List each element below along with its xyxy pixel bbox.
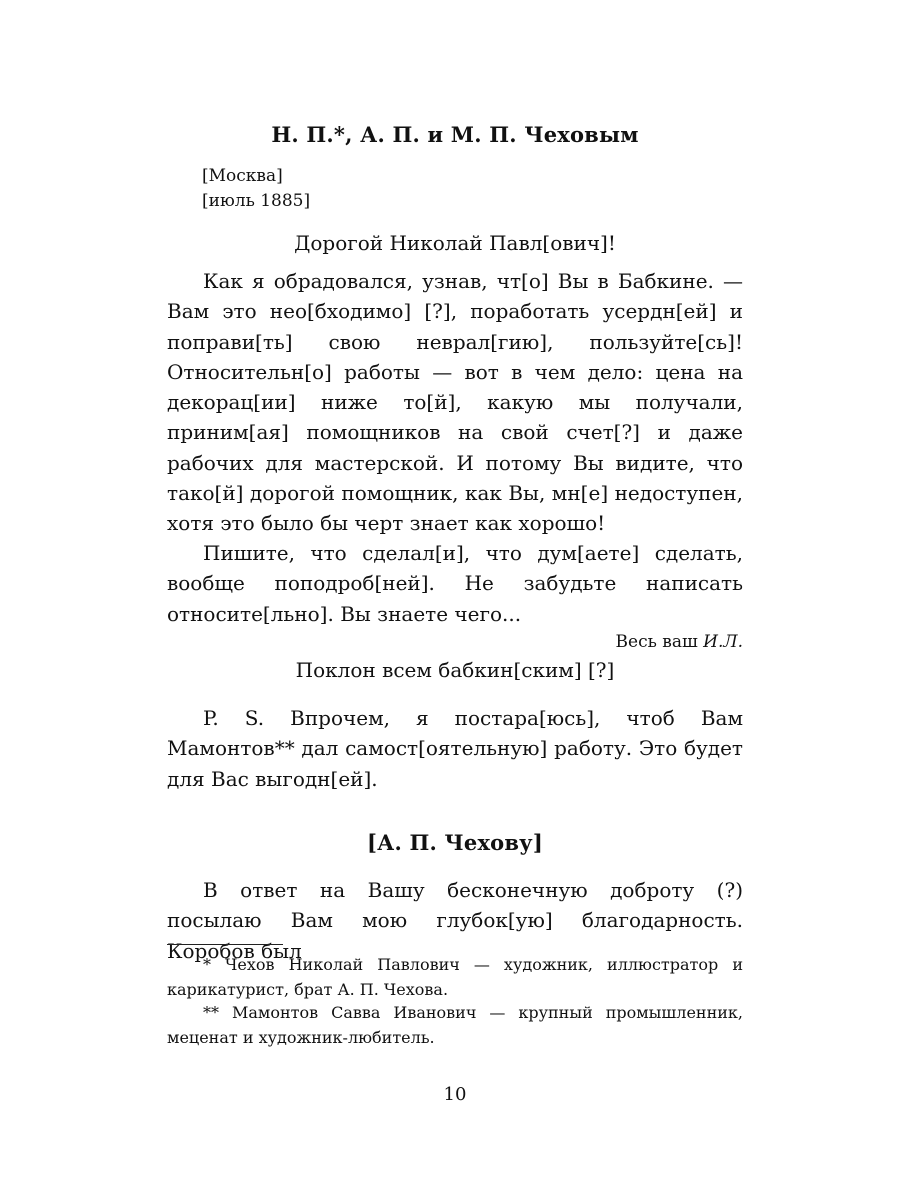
letter-paragraph: Как я обрадовался, узнав, чт[о] Вы в Бабкине. — Вам это нео[бходимо] [?], поработать усердн[ей] и поправи[ть] свою неврал[гию], пользуйте[сь]! Относительн[о] работы — вот в чем дело: цена на декорац[ии] ниже то[й], какую мы получали, приним[ая] помощников на свой счет[?] и даже рабочих для мастерской. И потому Вы видите, что тако[й] дорогой помощник, как Вы, мн[е] недоступен, хотя это было бы черт знает как хорошо! xyxy=(167,269,743,536)
letter-date: [июль 1885] xyxy=(202,191,311,211)
page-number: 10 xyxy=(443,1084,467,1105)
book-page xyxy=(167,0,743,1200)
signature-prefix: Весь ваш xyxy=(615,632,698,652)
letter-heading: Н. П.*, А. П. и М. П. Чеховым xyxy=(271,122,639,147)
letter-regards: Поклон всем бабкин[ским] [?] xyxy=(295,658,615,682)
letter-greeting: Дорогой Николай Павл[ович]! xyxy=(294,231,616,255)
signature-initials: И.Л. xyxy=(703,632,743,652)
letter-heading-2: [А. П. Чехову] xyxy=(367,830,543,855)
footnote-divider xyxy=(167,944,283,945)
letter-signature xyxy=(616,632,743,652)
footnote: * Чехов Николай Павлович — художник, иллюстратор и карикатурист, брат А. П. Чехова. xyxy=(167,955,743,999)
letter-paragraph: В ответ на Вашу бесконечную доброту (?) посылаю Вам мою глубок[ую] благодарность. Коробов был xyxy=(167,878,743,963)
letter-place: [Москва] xyxy=(202,166,283,186)
footnote: ** Мамонтов Савва Иванович — крупный промышленник, меценат и художник-любитель. xyxy=(167,1003,743,1047)
letter-postscript: P. S. Впрочем, я постара[юсь], чтоб Вам Мамонтов** дал самост[оятельную] работу. Это будет для Вас выгодн[ей]. xyxy=(167,706,743,791)
letter-paragraph: Пишите, что сделал[и], что дум[аете] сделать, вообще поподроб[ней]. Не забудьте написать относите[льно]. Вы знаете чего... xyxy=(167,541,743,626)
